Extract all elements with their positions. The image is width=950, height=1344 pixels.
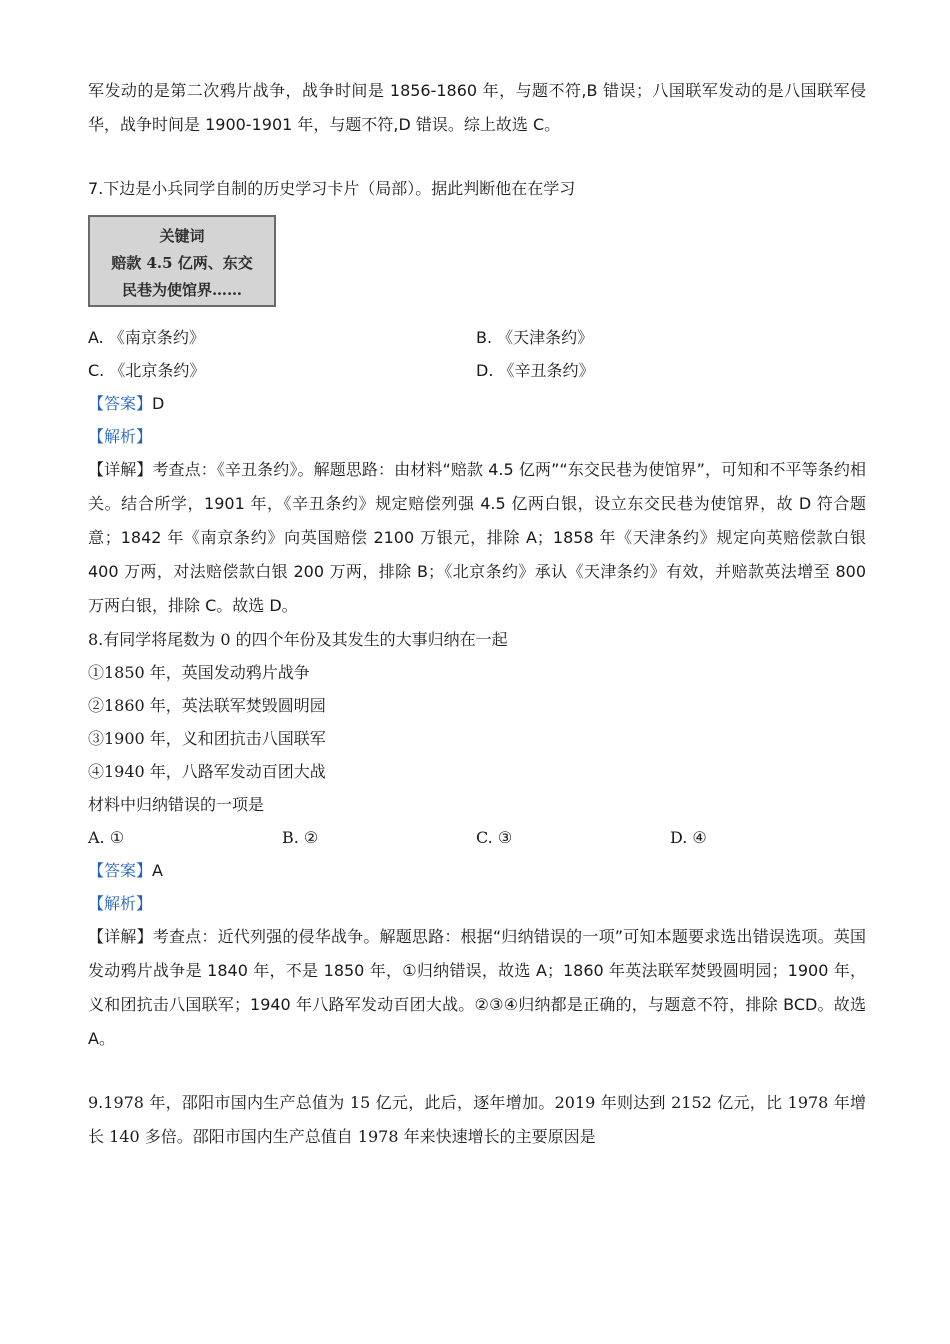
- q7-analysis-label: 【解析】: [88, 427, 153, 446]
- card-line-2: 民巷为使馆界……: [121, 281, 242, 299]
- q7-option-b[interactable]: B. 《天津条约》: [476, 328, 594, 347]
- q8-item-2: ②1860 年，英法联军焚毁圆明园: [88, 696, 326, 715]
- q7-option-c[interactable]: C. 《北京条约》: [88, 361, 206, 380]
- q6-explanation-tail: 军发动的是第二次鸦片战争，战争时间是 1856-1860 年，与题不符,B 错误；八国联军发动的是八国联军侵华，战争时间是 1900-1901 年，与题不符,D 错误。综上故选 C。: [88, 81, 866, 134]
- q8-item-3: ③1900 年，义和团抗击八国联军: [88, 729, 326, 748]
- q7-options: [88, 321, 866, 387]
- q8-question: 材料中归纳错误的一项是: [88, 795, 265, 814]
- q8-detail: [88, 920, 866, 1056]
- q7-answer: [88, 387, 866, 420]
- answer-label: 【答案】: [88, 394, 153, 413]
- q7-detail: [88, 453, 866, 623]
- q7-option-d[interactable]: D. 《辛丑条约》: [476, 361, 595, 380]
- card-line-1: 赔款 4.5 亿两、东交: [111, 254, 253, 272]
- detail-text: 考查点：近代列强的侵华战争。解题思路：根据“归纳错误的一项”可知本题要求选出错误选项。英国发动鸦片战争是 1840 年，不是 1850 年，①归纳错误，故选 A；1860 年英法联军焚毁圆明园；1900 年，义和团抗击八国联军；1940 年八路军发动百团大战。②③④归纳都是正确的，与题意不符，排除 BCD。故选 A。: [88, 927, 866, 1048]
- q7-stem: 7.下边是小兵同学自制的历史学习卡片（局部）。据此判断他在在学习: [88, 179, 576, 198]
- q7-option-a[interactable]: A. 《南京条约》: [88, 328, 205, 347]
- detail-label: 【详解】: [88, 460, 153, 479]
- q8-answer: [88, 854, 866, 887]
- q9-stem: 9.1978 年，邵阳市国内生产总值为 15 亿元，此后，逐年增加。2019 年则达到 2152 亿元，比 1978 年增长 140 多倍。邵阳市国内生产总值自 1978 年来快速增长的主要原因是: [88, 1093, 866, 1146]
- card-title: 关键词: [159, 227, 205, 245]
- q8-analysis-label: 【解析】: [88, 894, 153, 913]
- answer-value: A: [152, 861, 163, 880]
- detail-label: 【详解】: [88, 927, 153, 946]
- q8-item-1: ①1850 年，英国发动鸦片战争: [88, 663, 310, 682]
- answer-value: D: [152, 394, 165, 413]
- q8-option-b[interactable]: B. ②: [282, 828, 319, 847]
- answer-label: 【答案】: [88, 861, 153, 880]
- history-study-card: [88, 215, 276, 307]
- detail-text: 考查点：《辛丑条约》。解题思路：由材料“赔款 4.5 亿两”“东交民巷为使馆界”，可知和不平等条约相关。结合所学，1901 年，《辛丑条约》规定赔偿列强 4.5 亿两白银，设立东交民巷为使馆界，故 D 符合题意；1842 年《南京条约》向英国赔偿 2100 万银元，排除 A；1858 年《天津条约》规定向英赔偿款白银 400 万两，对法赔偿款白银 200 万两，排除 B；《北京条约》承认《天津条约》有效，并赔款英法增至 800 万两白银，排除 C。故选 D。: [88, 460, 866, 615]
- document-page: [88, 74, 866, 1154]
- q8-option-d[interactable]: D. ④: [670, 828, 707, 847]
- q8-stem: 8.有同学将尾数为 0 的四个年份及其发生的大事归纳在一起: [88, 630, 508, 649]
- q8-options: [88, 821, 866, 854]
- q8-item-4: ④1940 年，八路军发动百团大战: [88, 762, 326, 781]
- q8-option-a[interactable]: A. ①: [88, 828, 125, 847]
- q8-option-c[interactable]: C. ③: [476, 828, 513, 847]
